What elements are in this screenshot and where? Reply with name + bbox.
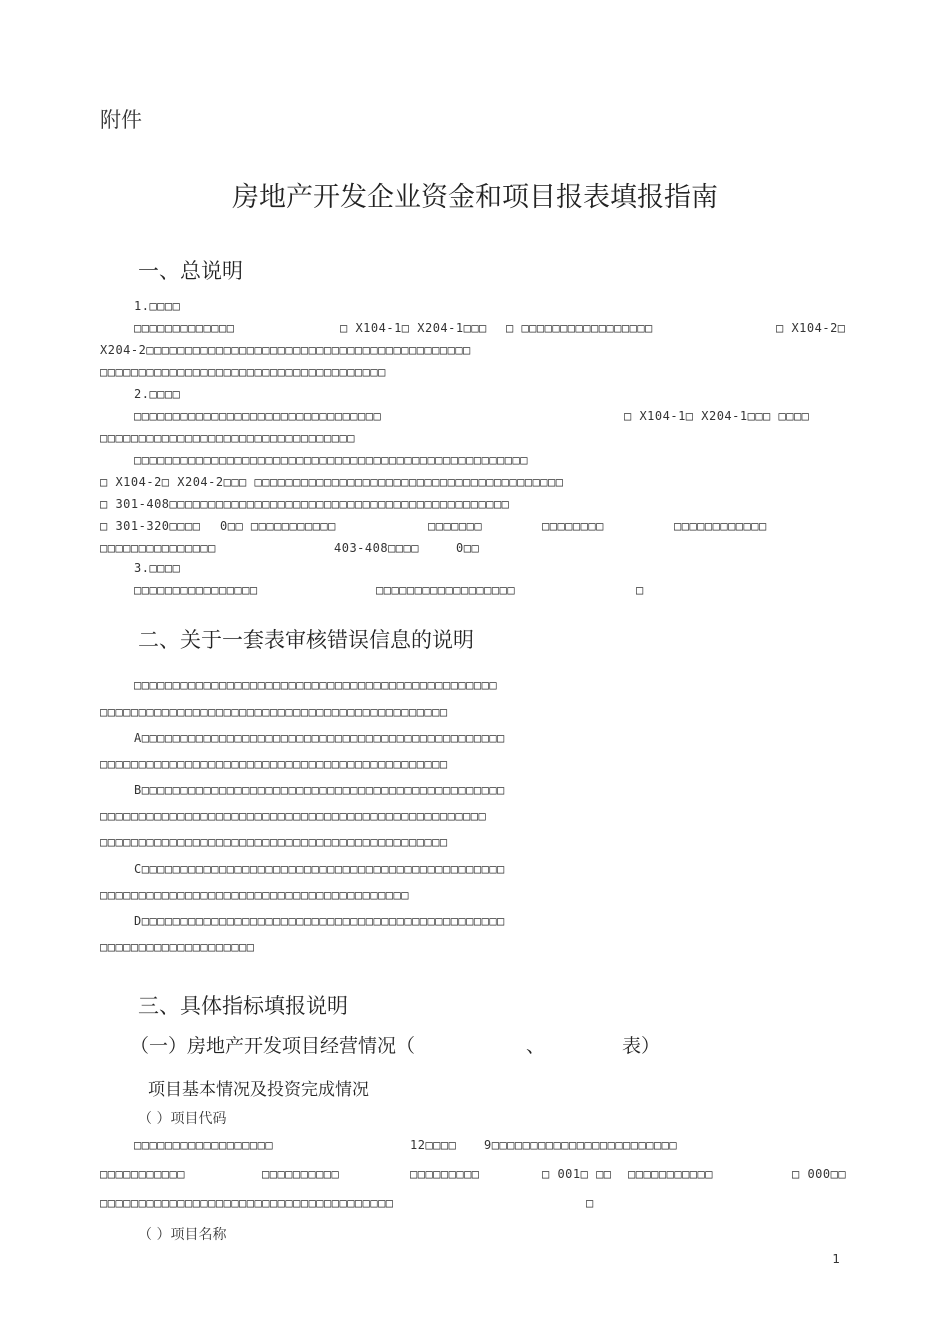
s2-line-c: C□□□□□□□□□□□□□□□□□□□□□□□□□□□□□□□□□□□□□□□□□□□□□□□ [134,862,505,876]
s1-line: □□□□□□□□□□□□□□□□ [134,583,258,597]
s1-line: □□□□□□□□□□□□□□□□□□ [376,583,516,597]
project-name-heading: （ ）项目名称 [138,1227,227,1243]
s1-item-1: 1.□□□□ [134,299,181,313]
s1-line: □ X104-1□ X204-1□□□ [340,321,487,335]
s1-line: □ 301-408□□□□□□□□□□□□□□□□□□□□□□□□□□□□□□□□□□□□□□□□□□□□ [100,497,510,511]
section-2-heading: 二、关于一套表审核错误信息的说明 [138,628,474,652]
s1-line: □□□□□□□□□□□□□□□□□□□□□□□□□□□□□□□□ [134,409,382,423]
s1-line: □□□□□□□□□□□□□ [134,321,235,335]
s1-item-2: 2.□□□□ [134,387,181,401]
s2-line: □□□□□□□□□□□□□□□□□□□□□□□□□□□□□□□□□□□□□□□□□□□□□□□ [134,678,498,692]
s2-line: □□□□□□□□□□□□□□□□□□□□□□□□□□□□□□□□□□□□□□□□□□□□□□□□□□ [100,809,487,823]
s3-line: 9□□□□□□□□□□□□□□□□□□□□□□□□ [484,1138,678,1152]
s1-line: 0□□ □□□□□□□□□□□ [220,519,336,533]
s1-line: □□□□□□□□□□□□□□□□□□□□□□□□□□□□□□□□□ [100,431,355,445]
s1-line: □ [636,583,644,597]
s3-line: □□□□□□□□□□□□□□□□□□ [134,1138,274,1152]
s1-line: □□□□□□□□□□□□□□□ [100,541,216,555]
s2-line-a: A□□□□□□□□□□□□□□□□□□□□□□□□□□□□□□□□□□□□□□□□□□□□□□□ [134,731,505,745]
s1-line: □□□□□□□□□□□□□□□□□□□□□□□□□□□□□□□□□□□□□ [100,365,386,379]
section-3-subheading: （一）房地产开发项目经营情况（ [130,1035,416,1057]
section-1-heading: 一、总说明 [138,259,243,283]
section-3-subheading-sep: 、 [526,1035,546,1057]
section-3-heading: 三、具体指标填报说明 [138,994,348,1018]
page-number: 1 [832,1252,840,1266]
s1-line: □□□□□□□□□□□□□□□□□□□□□□□□□□□□□□□□□□□□□□□□□□□□□□□□□□□ [134,453,528,467]
s2-line: □□□□□□□□□□□□□□□□□□□□ [100,940,255,954]
s2-line: □□□□□□□□□□□□□□□□□□□□□□□□□□□□□□□□□□□□□□□□□□□□□ [100,835,448,849]
project-basic-info-heading: 项目基本情况及投资完成情况 [148,1080,369,1100]
s1-line: □ X104-2□ X204-2□□□ □□□□□□□□□□□□□□□□□□□□□□□□□□□□□□□□□□□□□□□□ [100,475,564,489]
s1-item-3: 3.□□□□ [134,561,181,575]
s3-line: □□□□□□□□□□□□□□□□□□□□□□□□□□□□□□□□□□□□□□ [100,1196,394,1210]
s1-line: □ 301-320□□□□ [100,519,201,533]
s1-line: 403-408□□□□ [334,541,419,555]
attachment-label: 附件 [100,108,142,132]
s1-line: □ X104-1□ X204-1□□□ □□□□ [624,409,810,423]
s3-line: □ 001□ □□ [542,1167,612,1181]
s3-line: □□□□□□□□□□ [262,1167,340,1181]
s1-line: X204-2□□□□□□□□□□□□□□□□□□□□□□□□□□□□□□□□□□□□□□□□□□ [100,343,471,357]
s1-line: □□□□□□□□ [542,519,604,533]
s3-line: □□□□□□□□□□□ [628,1167,713,1181]
s1-line: □ X104-2□ [776,321,846,335]
s1-line: □ □□□□□□□□□□□□□□□□□ [506,321,653,335]
s1-line: □□□□□□□ [428,519,483,533]
s2-line: □□□□□□□□□□□□□□□□□□□□□□□□□□□□□□□□□□□□□□□□□□□□□ [100,705,448,719]
s3-line: □□□□□□□□□ [410,1167,480,1181]
s2-line-b: B□□□□□□□□□□□□□□□□□□□□□□□□□□□□□□□□□□□□□□□□□□□□□□□ [134,783,505,797]
section-3-subheading-end: 表） [622,1035,661,1057]
s3-line: □□□□□□□□□□□ [100,1167,185,1181]
s3-line: 12□□□□ [410,1138,457,1152]
document-title: 房地产开发企业资金和项目报表填报指南 [232,182,718,213]
s2-line: □□□□□□□□□□□□□□□□□□□□□□□□□□□□□□□□□□□□□□□□ [100,888,409,902]
s3-line: □ 000□□ [792,1167,847,1181]
s3-line: □ [586,1196,594,1210]
project-code-heading: （ ）项目代码 [138,1111,227,1127]
s2-line: □□□□□□□□□□□□□□□□□□□□□□□□□□□□□□□□□□□□□□□□□□□□□ [100,757,448,771]
s1-line: 0□□ [456,541,480,555]
s2-line-d: D□□□□□□□□□□□□□□□□□□□□□□□□□□□□□□□□□□□□□□□□□□□□□□□ [134,914,505,928]
s1-line: □□□□□□□□□□□□ [674,519,767,533]
